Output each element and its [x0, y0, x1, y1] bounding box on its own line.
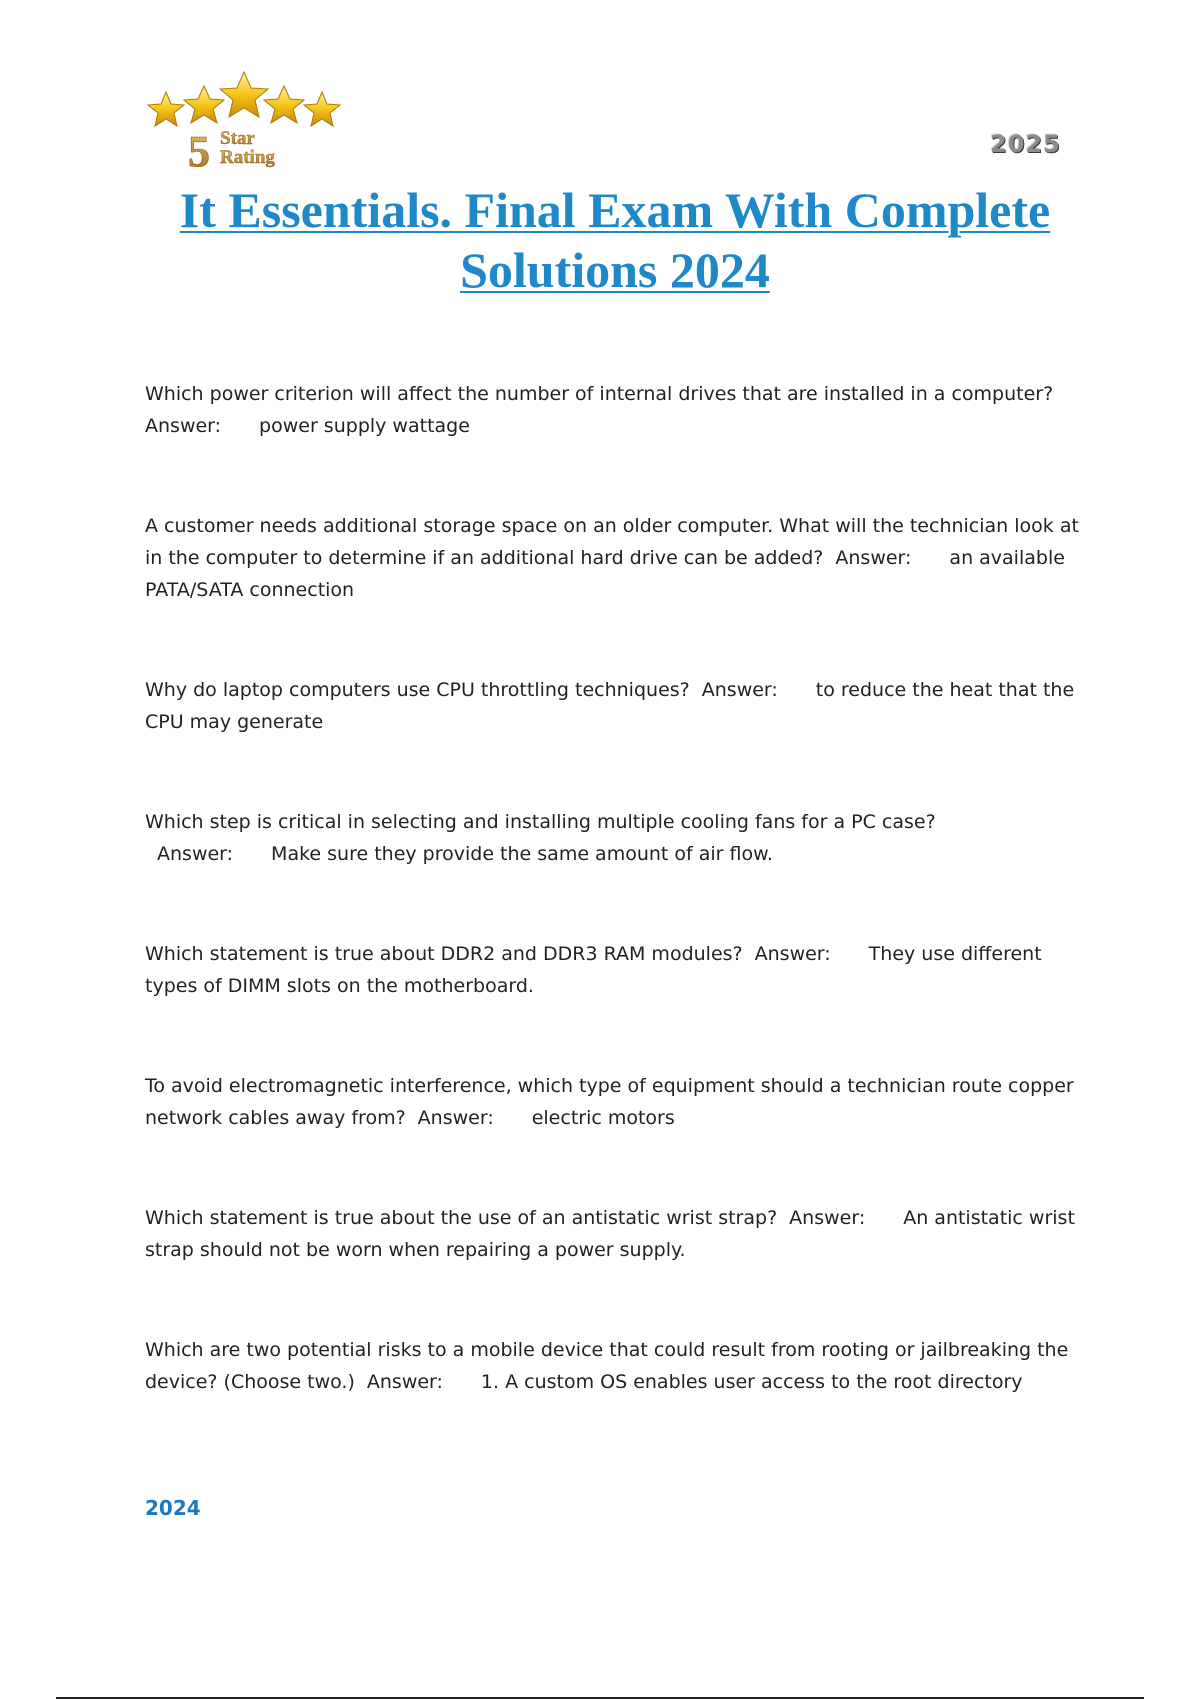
question-text: Why do laptop computers use CPU throttling techniques? — [145, 679, 690, 701]
footer-year: 2024 — [145, 1496, 201, 1520]
question-text: Which power criterion will affect the number of internal drives that are installed in a computer? — [145, 383, 1054, 405]
question-item — [145, 378, 1095, 442]
five-star-rating-logo — [144, 70, 354, 170]
question-text: Which statement is true about DDR2 and DDR3 RAM modules? — [145, 943, 743, 965]
answer-text: power supply wattage — [259, 415, 470, 437]
answer-label: Answer: — [701, 679, 778, 701]
page-title: It Essentials. Final Exam With Complete Solutions 2024 — [179, 182, 1051, 298]
page-divider — [56, 1697, 1144, 1699]
answer-text: to reduce the heat that the CPU may generate — [145, 679, 1075, 733]
logo-word-star: Star — [220, 128, 255, 149]
question-item — [145, 806, 1095, 870]
answer-text: 1. A custom OS enables user access to the root directory — [480, 1371, 1023, 1393]
answer-label: Answer: — [145, 415, 222, 437]
question-item — [145, 674, 1095, 738]
logo-word-rating: Rating — [220, 147, 275, 168]
year-badge: 2025 — [990, 130, 1061, 158]
star-rating-icon — [144, 70, 354, 170]
star-icon — [264, 86, 304, 123]
question-item — [145, 1202, 1095, 1266]
answer-text: An antistatic wrist strap should not be worn when repairing a power supply. — [145, 1207, 1075, 1261]
question-text: To avoid electromagnetic interference, which type of equipment should a technician route copper network cables away from? — [145, 1075, 1074, 1129]
star-icon — [184, 86, 224, 123]
question-text: Which statement is true about the use of an antistatic wrist strap? — [145, 1207, 778, 1229]
answer-label: Answer: — [417, 1107, 494, 1129]
question-item — [145, 1334, 1095, 1398]
star-icon — [148, 92, 184, 126]
answer-text: electric motors — [531, 1107, 675, 1129]
answer-label: Answer: — [157, 843, 234, 865]
question-item — [145, 510, 1095, 606]
answer-text: They use different types of DIMM slots on the motherboard. — [145, 943, 1042, 997]
logo-number: 5 — [188, 127, 210, 170]
answer-label: Answer: — [754, 943, 831, 965]
question-list — [145, 378, 1095, 1398]
star-icon — [220, 72, 268, 117]
answer-label: Answer: — [835, 547, 912, 569]
star-icon — [304, 92, 340, 126]
question-item — [145, 938, 1095, 1002]
answer-label: Answer: — [366, 1371, 443, 1393]
answer-text: Make sure they provide the same amount of air flow. — [271, 843, 773, 865]
question-text: Which are two potential risks to a mobile device that could result from rooting or jailbreaking the device? (Choose two.) — [145, 1339, 1069, 1393]
question-text: Which step is critical in selecting and installing multiple cooling fans for a PC case? — [145, 811, 936, 833]
answer-text: an available PATA/SATA connection — [145, 547, 1065, 601]
question-text: A customer needs additional storage space on an older computer. What will the technician look at in the computer to determine if an additional hard drive can be added? — [145, 515, 1079, 569]
question-item — [145, 1070, 1095, 1134]
answer-label: Answer: — [789, 1207, 866, 1229]
